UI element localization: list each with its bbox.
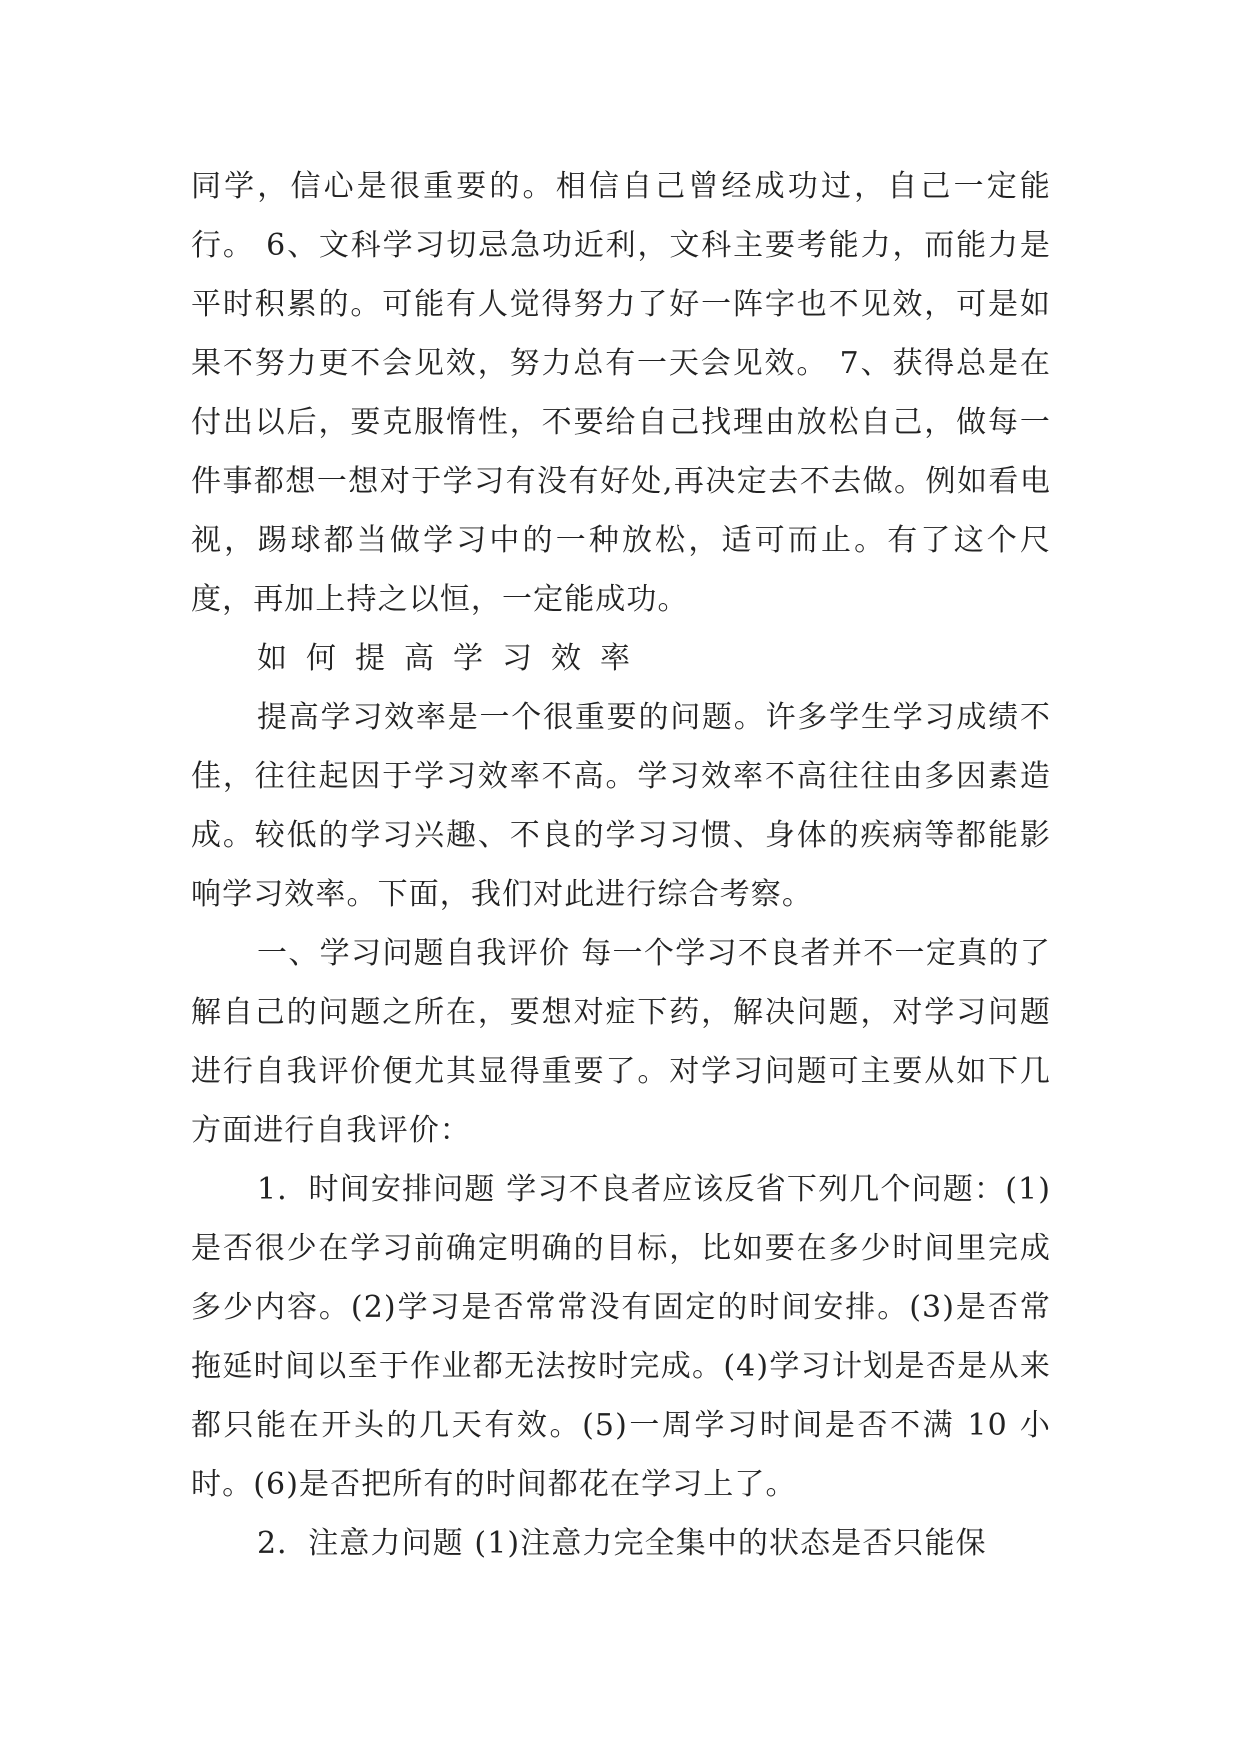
section-heading: 如何提高学习效率 <box>257 641 649 676</box>
paragraph-self-evaluation: 一、学习问题自我评价 每一个学习不良者并不一定真的了解自己的问题之所在，要想对症下药，解决问题，对学习问题进行自我评价便尤其显得重要了。对学习问题可主要从如下几方面进行自我评价： <box>191 936 1051 1148</box>
paragraph-intro: 提高学习效率是一个很重要的问题。许多学生学习成绩不佳，往往起因于学习效率不高。学习效率不高往往由多因素造成。较低的学习兴趣、不良的学习习惯、身体的疾病等都能影响学习效率。下面，我们对此进行综合考察。 <box>191 700 1051 912</box>
paragraph-time-management: 1．时间安排问题 学习不良者应该反省下列几个问题：(1)是否很少在学习前确定明确的目标，比如要在多少时间里完成多少内容。(2)学习是否常常没有固定的时间安排。(3)是否常拖延时间以至于作业都无法按时完成。(4)学习计划是否是从来都只能在开头的几天有效。(5)一周学习时间是否不满 10 小时。(6)是否把所有的时间都花在学习上了。 <box>191 1172 1051 1502</box>
document-body <box>191 157 1051 1573</box>
paragraph-confidence-tips: 同学，信心是很重要的。相信自己曾经成功过，自己一定能行。 6、文科学习切忌急功近利，文科主要考能力，而能力是平时积累的。可能有人觉得努力了好一阵字也不见效，可是如果不努力更不会见效，努力总有一天会见效。 7、获得总是在付出以后，要克服惰性，不要给自己找理由放松自己，做每一件事都想一想对于学习有没有好处,再决定去不去做。例如看电视，踢球都当做学习中的一种放松，适可而止。有了这个尺度，再加上持之以恒，一定能成功。 <box>191 169 1051 617</box>
paragraph-attention: 2．注意力问题 (1)注意力完全集中的状态是否只能保 <box>257 1526 987 1561</box>
